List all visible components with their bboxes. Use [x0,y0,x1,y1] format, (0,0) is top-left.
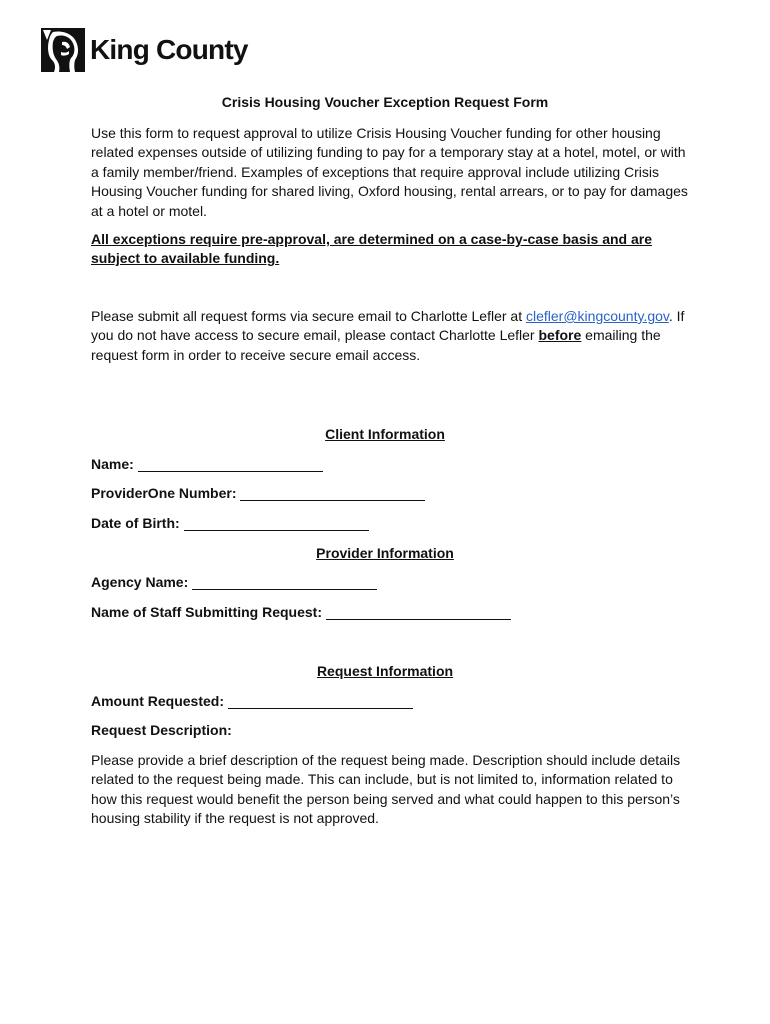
submission-instructions [91,307,691,365]
staff-field [91,604,511,620]
dob-label: Date of Birth: [91,515,180,531]
dob-field [91,515,369,531]
pre-approval-notice: All exceptions require pre-approval, are determined on a case-by-case basis and are subject to available funding. [91,231,652,267]
agency-blank[interactable] [192,575,377,590]
agency-field [91,574,377,590]
submit-text-part1: Please submit all request forms via secure email to Charlotte Lefler at [91,308,526,324]
client-information-heading: Client Information [325,426,445,442]
staff-label: Name of Staff Submitting Request: [91,604,323,620]
submit-text-part3: emailing the request form in order to receive secure email access. [91,327,661,363]
intro-paragraph: Use this form to request approval to utilize Crisis Housing Voucher funding for other housing related expenses outside of utilizing funding to pay for a temporary stay at a hotel, motel, or with a family member/friend. Examples of exceptions that require approval include utilizing Crisis Housing Voucher funding for shared living, Oxford housing, rental arrears, or to pay for damages at a hotel or motel. [91,125,688,219]
king-county-logo-icon [41,28,85,72]
agency-label: Agency Name: [91,574,189,590]
amount-blank[interactable] [228,694,413,709]
form-title: Crisis Housing Voucher Exception Request Form [221,94,549,110]
submit-emphasis: before [538,327,582,344]
providerone-blank[interactable] [240,486,425,501]
amount-field [91,693,413,709]
providerone-field [91,485,425,501]
dob-blank[interactable] [184,516,369,531]
staff-blank[interactable] [326,605,511,620]
name-field [91,456,323,472]
submit-text-part2: . If you do not have access to secure email, please contact Charlotte Lefler [91,308,685,344]
description-field [91,722,232,738]
amount-label: Amount Requested: [91,693,224,709]
name-label: Name: [91,456,134,472]
email-link[interactable]: clefler@kingcounty.gov [525,308,669,324]
provider-information-heading: Provider Information [316,545,454,561]
name-blank[interactable] [138,457,323,472]
description-label: Request Description: [91,722,232,738]
providerone-label: ProviderOne Number: [91,485,237,501]
request-information-heading: Request Information [316,663,454,679]
description-instructions: Please provide a brief description of the request being made. Description should include details related to the request being made. This can include, but is not limited to, information related to how this request would benefit the person being served and what could happen to this person’s housing stability if the request is not approved. [91,752,681,827]
king-county-logo [41,28,248,72]
org-name: King County [90,34,248,65]
